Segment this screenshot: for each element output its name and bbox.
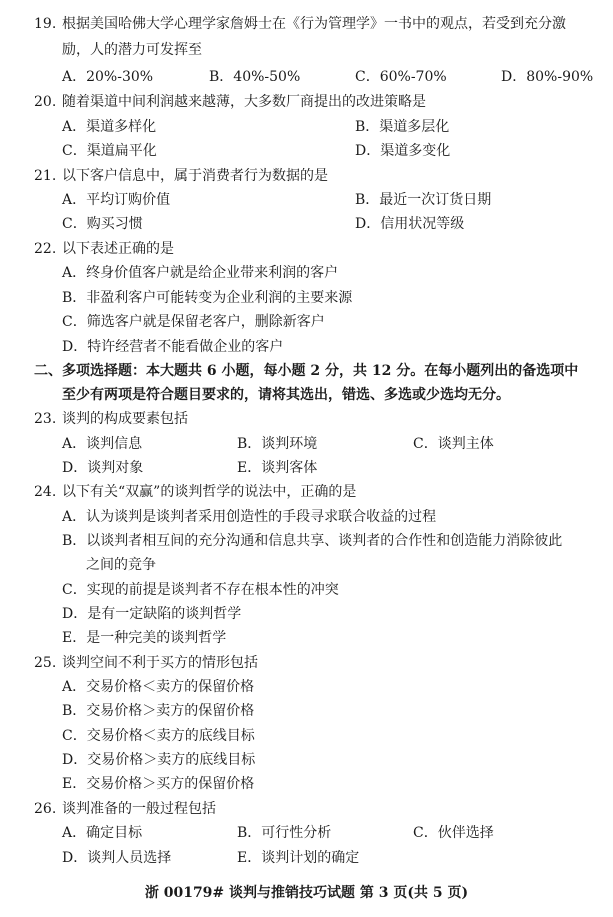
option-d: D．信用状况等级	[355, 216, 465, 232]
option-d: D．特许经营者不能看做企业的客户	[62, 339, 284, 355]
option-a: A．20%-30%	[62, 69, 154, 85]
question-stem: 谈判准备的一般过程包括	[62, 801, 216, 817]
option-b: B．渠道多层化	[355, 119, 450, 135]
option-a: A．认为谈判是谈判者采用创造性的手段寻求联合收益的过程	[62, 509, 437, 525]
option-d: D．是有一定缺陷的谈判哲学	[62, 606, 242, 622]
option-a: A．平均订购价值	[62, 192, 171, 208]
option-a: A．交易价格＜卖方的保留价格	[62, 679, 255, 695]
option-d: D．80%-90%	[501, 69, 594, 85]
question-stem: 谈判空间不利于买方的情形包括	[62, 655, 258, 671]
section-heading-continued: 至少有两项是符合题目要求的，请将其选出，错选、多选或少选均无分。	[62, 387, 510, 403]
question-number: 19.	[34, 16, 57, 32]
option-c: C．实现的前提是谈判者不存在根本性的冲突	[62, 582, 339, 598]
question-number: 26.	[34, 801, 57, 817]
option-c: C．伙伴选择	[413, 825, 494, 841]
option-a: A．渠道多样化	[62, 119, 157, 135]
question-number: 23.	[34, 411, 57, 427]
option-d: D．交易价格＞卖方的底线目标	[62, 752, 256, 768]
option-c: C．交易价格＜卖方的底线目标	[62, 728, 255, 744]
option-b: B．以谈判者相互间的充分沟通和信息共享、谈判者的合作性和创造能力消除彼此	[62, 533, 563, 549]
question-stem: 根据美国哈佛大学心理学家詹姆士在《行为管理学》一书中的观点，若受到充分激	[62, 16, 566, 32]
option-c: C．60%-70%	[355, 69, 447, 85]
option-d: D．谈判人员选择	[62, 850, 172, 866]
option-c: C．谈判主体	[413, 436, 494, 452]
question-number: 22.	[34, 241, 57, 257]
option-c: C．渠道扁平化	[62, 143, 157, 159]
option-a: A．谈判信息	[62, 436, 143, 452]
option-b: B．最近一次订货日期	[355, 192, 492, 208]
question-stem: 以下客户信息中，属于消费者行为数据的是	[62, 168, 328, 184]
question-number: 21.	[34, 168, 57, 184]
option-b-continued: 之间的竞争	[86, 557, 156, 573]
question-stem: 以下有关“双赢”的谈判哲学的说法中，正确的是	[62, 484, 357, 500]
option-a: A．确定目标	[62, 825, 143, 841]
section-heading: 二、多项选择题：本大题共 6 小题，每小题 2 分，共 12 分。在每小题列出的备选项中	[34, 363, 579, 379]
option-c: C．筛选客户就是保留老客户，删除新客户	[62, 314, 325, 330]
option-e: E．是一种完美的谈判哲学	[62, 630, 227, 646]
option-e: E．谈判客体	[237, 460, 318, 476]
option-b: B．谈判环境	[237, 436, 318, 452]
option-a: A．终身价值客户就是给企业带来利润的客户	[62, 265, 339, 281]
option-e: E．谈判计划的确定	[237, 850, 360, 866]
page-footer: 浙 00179# 谈判与推销技巧试题 第 3 页(共 5 页)	[144, 885, 469, 901]
option-b: B．交易价格＞卖方的保留价格	[62, 703, 255, 719]
question-number: 24.	[34, 484, 57, 500]
option-e: E．交易价格＞买方的保留价格	[62, 776, 255, 792]
option-d: D．渠道多变化	[355, 143, 451, 159]
option-b: B．可行性分析	[237, 825, 332, 841]
question-stem: 随着渠道中间利润越来越薄，大多数厂商提出的改进策略是	[62, 94, 426, 110]
option-b: B．非盈利客户可能转变为企业利润的主要来源	[62, 290, 353, 306]
option-b: B．40%-50%	[209, 69, 301, 85]
option-d: D．谈判对象	[62, 460, 144, 476]
question-number: 25.	[34, 655, 57, 671]
question-stem-continued: 励，人的潜力可发挥至	[62, 42, 202, 58]
question-number: 20.	[34, 94, 57, 110]
question-stem: 谈判的构成要素包括	[62, 411, 188, 427]
option-c: C．购买习惯	[62, 216, 143, 232]
question-stem: 以下表述正确的是	[62, 241, 174, 257]
